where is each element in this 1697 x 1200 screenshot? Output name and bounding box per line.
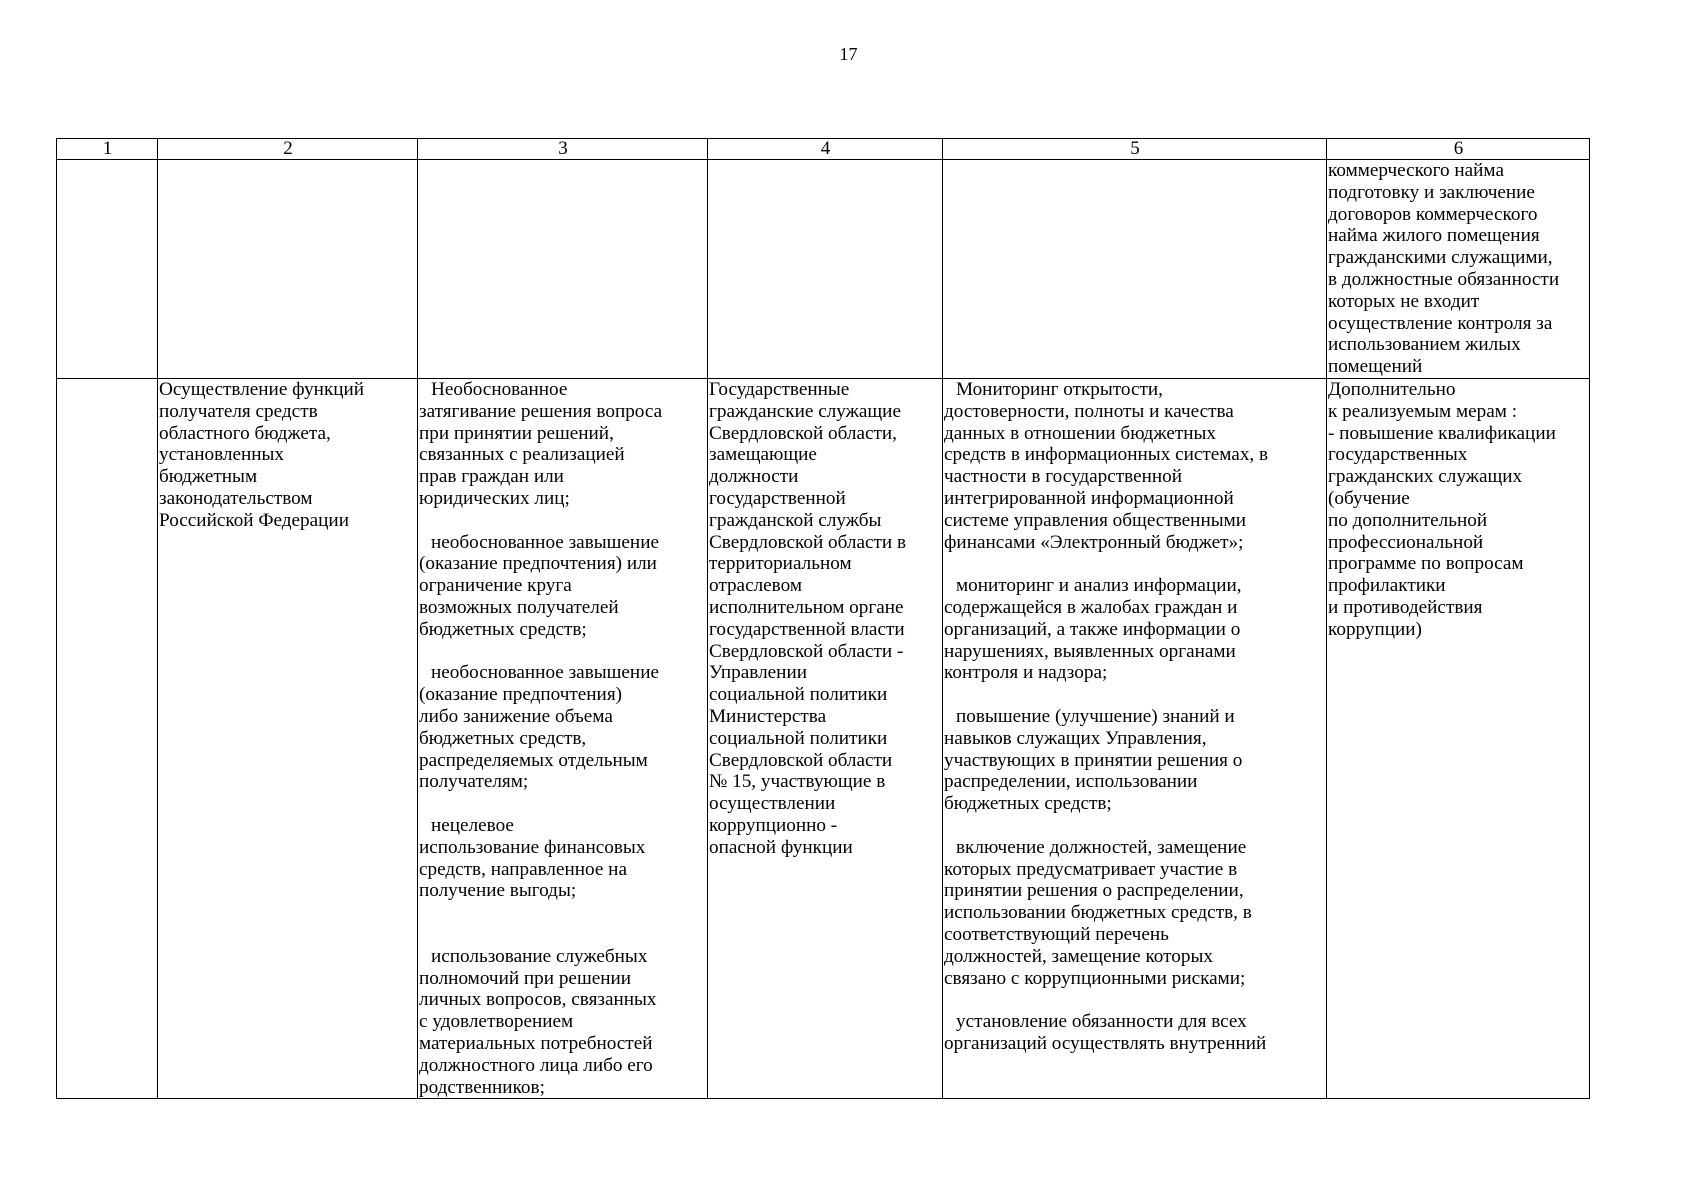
cell-cont-3 xyxy=(418,160,708,379)
table-row xyxy=(57,379,1590,1099)
risk-paragraph: необоснованное завышение (оказание предпочтения) либо занижение объема бюджетных средств, распределяемых отдельным получателям; xyxy=(419,662,659,793)
cell-cont-6-measures: коммерческого найма подготовку и заключение договоров коммерческого найма жилого помещения гражданскими служащими, в должностные обязанности которых не входит осуществление контроля за использованием жилых помещений xyxy=(1327,160,1590,379)
header-cell-6: 6 xyxy=(1327,139,1590,160)
header-cell-3: 3 xyxy=(418,139,708,160)
measure-paragraph: повышение (улучшение) знаний и навыков служащих Управления, участвующих в принятии решения о распределении, использовании бюджетных средств; xyxy=(944,705,1243,815)
measures-table xyxy=(56,138,1590,1099)
measure-paragraph: Мониторинг открытости, достоверности, полноты и качества данных в отношении бюджетных средств в информационных системах, в частности в государственной интегрированной информационной системе управления общественными финансами «Электронный бюджет»; xyxy=(944,379,1269,553)
header-cell-5: 5 xyxy=(943,139,1327,160)
header-row xyxy=(57,139,1590,160)
risk-paragraph: использование служебных полномочий при решении личных вопросов, связанных с удовлетворением материальных потребностей должностного лица либо его родственников; xyxy=(419,945,657,1098)
cell-measures xyxy=(943,379,1327,1099)
cell-cont-5 xyxy=(943,160,1327,379)
risk-paragraph: нецелевое использование финансовых средств, направленное на получение выгоды; xyxy=(419,814,646,902)
header-cell-4: 4 xyxy=(708,139,943,160)
table-row-continuation xyxy=(57,160,1590,379)
cell-cont-1 xyxy=(57,160,158,379)
risk-paragraph: необоснованное завышение (оказание предпочтения) или ограничение круга возможных получателей бюджетных средств; xyxy=(419,531,659,640)
cell-function: Осуществление функций получателя средств областного бюджета, установленных бюджетным законодательством Российской Федерации xyxy=(158,379,418,1099)
cell-cont-4 xyxy=(708,160,943,379)
cell-positions: Государственные гражданские служащие Свердловской области, замещающие должности государственной гражданской службы Свердловской области в территориальном отраслевом исполнительном органе государственной власти Свердловской области - Управлении социальной политики Министерства социальной политики Свердловской области № 15, участвующие в осуществлении коррупционно - опасной функции xyxy=(708,379,943,1099)
page-number: 17 xyxy=(839,44,858,64)
measure-paragraph: включение должностей, замещение которых предусматривает участие в принятии решения о распределении, использовании бюджетных средств, в соответствующий перечень должностей, замещение которых связано с коррупционными рисками; xyxy=(944,836,1252,989)
cell-additional-measures: Дополнительно к реализуемым мерам : - повышение квалификации государственных гражданских служащих (обучение по дополнительной профессиональной программе по вопросам профилактики и противодействия коррупции) xyxy=(1327,379,1590,1099)
risk-paragraph: Необоснованное затягивание решения вопроса при принятии решений, связанных с реализацией прав граждан или юридических лиц; xyxy=(419,379,663,509)
measure-paragraph: мониторинг и анализ информации, содержащейся в жалобах граждан и организаций, а также информации о нарушениях, выявленных органами контроля и надзора; xyxy=(944,575,1242,684)
cell-cont-2 xyxy=(158,160,418,379)
header-cell-1: 1 xyxy=(57,139,158,160)
cell-number xyxy=(57,379,158,1099)
measure-paragraph: установление обязанности для всех организаций осуществлять внутренний xyxy=(944,1011,1267,1054)
header-cell-2: 2 xyxy=(158,139,418,160)
cell-risks xyxy=(418,379,708,1099)
